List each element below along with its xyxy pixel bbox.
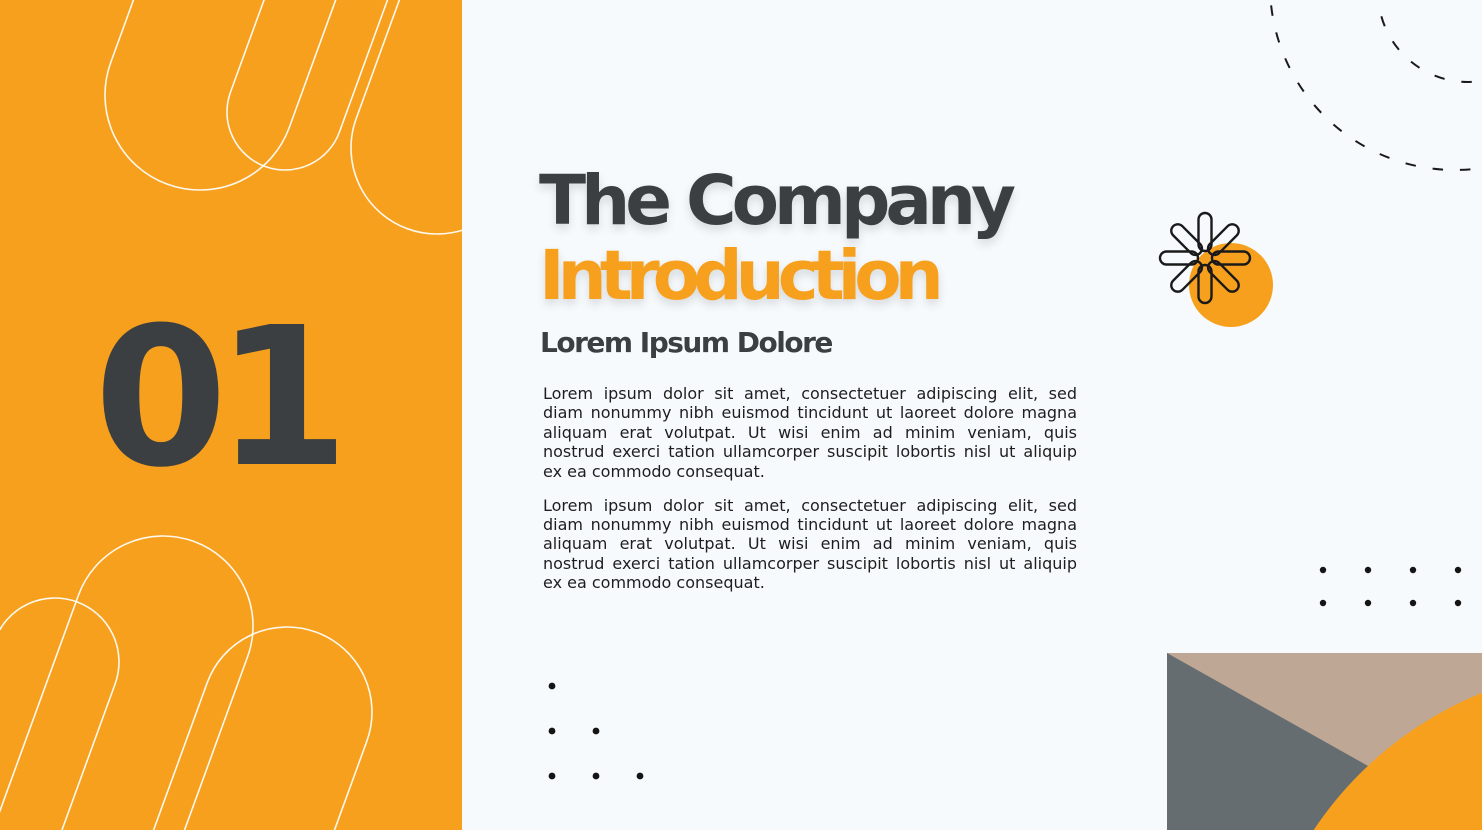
dashed-ring-small-icon bbox=[1378, 0, 1482, 82]
capsule-outline-icon bbox=[45, 603, 396, 830]
gray-triangle bbox=[1167, 653, 1482, 830]
orange-accent-circle bbox=[1189, 243, 1273, 327]
dots-grid-right bbox=[1320, 567, 1461, 606]
body-text-block bbox=[543, 384, 1077, 607]
slide-subtitle: Lorem Ipsum Dolore bbox=[540, 326, 832, 359]
bottom-capsule-group bbox=[0, 511, 396, 830]
section-number: 01 bbox=[94, 287, 338, 510]
body-paragraph: Lorem ipsum dolor sit amet, consectetuer adipiscing elit, sed diam nonummy nibh euismod tincidunt ut laoreet dolore magna aliquam erat volutpat. Ut wisi enim ad minim veniam, quis nostrud exerci tation ullamcorper suscipit lobortis nisl ut aliquip ex ea commodo consequat. bbox=[543, 384, 1077, 481]
left-accent-panel bbox=[0, 0, 462, 830]
body-paragraph: Lorem ipsum dolor sit amet, consectetuer adipiscing elit, sed diam nonummy nibh euismod tincidunt ut laoreet dolore magna aliquam erat volutpat. Ut wisi enim ad minim veniam, quis nostrud exerci tation ullamcorper suscipit lobortis nisl ut aliquip ex ea commodo consequat. bbox=[543, 495, 1077, 593]
orange-corner-circle bbox=[1252, 666, 1482, 830]
slide-title-primary: The Company bbox=[539, 161, 1012, 241]
capsule-outline-icon bbox=[78, 0, 448, 217]
taupe-rectangle bbox=[1167, 653, 1482, 830]
top-capsule-group bbox=[78, 0, 462, 258]
capsule-outline-icon bbox=[0, 580, 137, 830]
capsule-outline-icon bbox=[327, 0, 462, 258]
dots-triangle-left bbox=[549, 683, 644, 780]
corner-composition bbox=[1167, 653, 1482, 830]
dashed-ring-large-icon bbox=[1270, 0, 1482, 170]
capsule-outline-icon bbox=[0, 511, 278, 830]
asterisk-burst-icon bbox=[1160, 213, 1250, 303]
slide-title-accent: Introduction bbox=[539, 236, 937, 316]
capsule-outline-icon bbox=[211, 0, 462, 186]
